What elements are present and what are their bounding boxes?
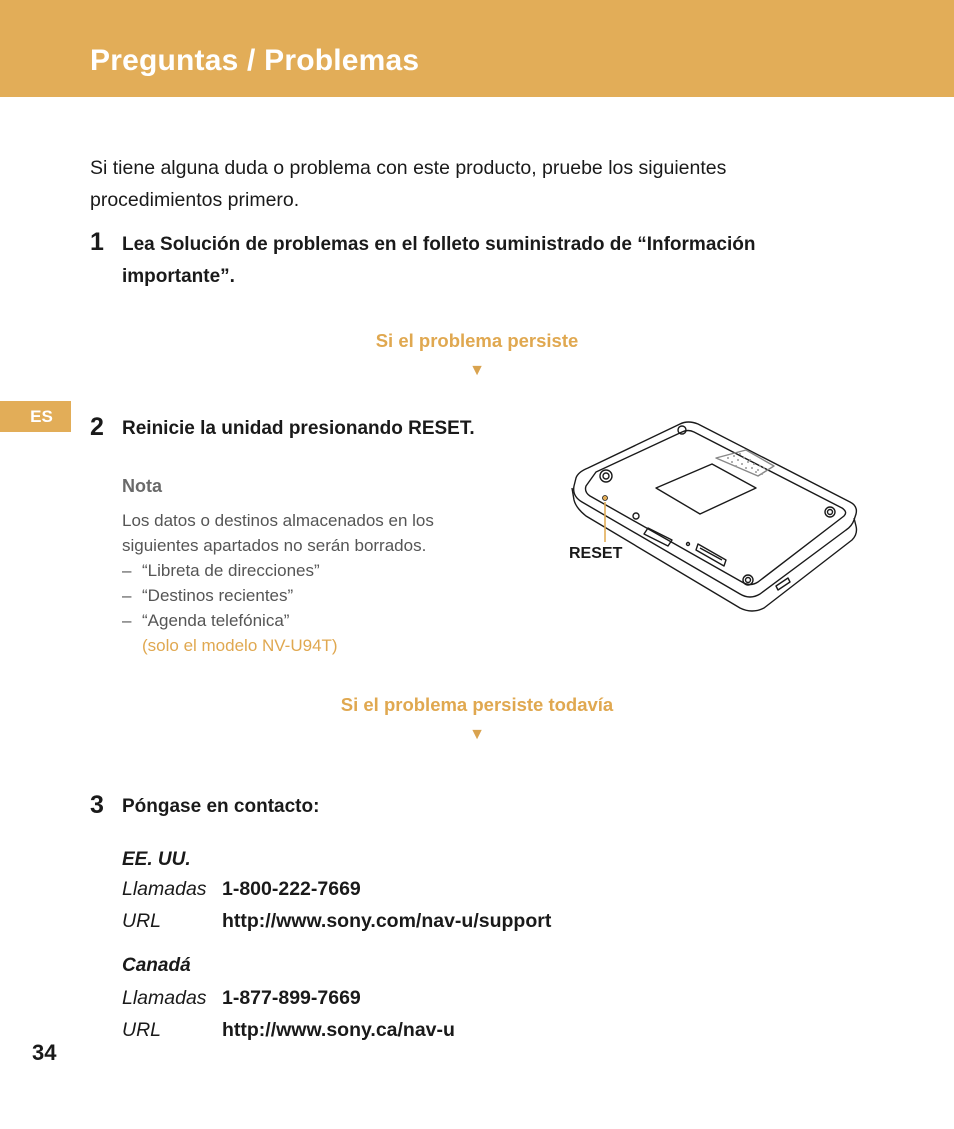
reset-label: RESET [569, 545, 623, 562]
url-canada-link[interactable]: http://www.sony.ca/nav-u [222, 1019, 455, 1041]
step-2-text: Reinicie la unidad presionando RESET. [122, 418, 475, 439]
step-2-number: 2 [90, 413, 104, 441]
page-number: 34 [32, 1040, 57, 1065]
down-arrow-icon: ▼ [469, 362, 485, 379]
step-1-text: Lea Solución de problemas en el folleto suministrado de “Información importante”. [122, 234, 756, 287]
step-1-number: 1 [90, 228, 104, 256]
list-item: – “Destinos recientes” [122, 586, 294, 605]
condition-persists-still: Si el problema persiste todavía [340, 694, 614, 715]
phone-usa: 1-800-222-7669 [222, 878, 361, 900]
calls-label: Llamadas [122, 987, 207, 1009]
model-note: (solo el modelo NV-U94T) [142, 636, 338, 655]
note-text: Los datos o destinos almacenados en los siguientes apartados no serán borrados. [122, 511, 434, 555]
url-usa-link[interactable]: http://www.sony.com/nav-u/support [222, 910, 552, 932]
down-arrow-icon: ▼ [469, 726, 485, 743]
note-body [122, 508, 502, 658]
note-list [122, 558, 502, 633]
url-label: URL [122, 910, 162, 932]
country-canada: Canadá [122, 955, 191, 976]
intro-paragraph: Si tiene alguna duda o problema con este producto, pruebe los siguientes procedimientos primero. [90, 157, 727, 211]
url-label: URL [122, 1019, 162, 1041]
country-usa: EE. UU. [122, 849, 191, 870]
reset-button [603, 496, 608, 501]
device-illustration [560, 416, 865, 616]
step-3-text: Póngase en contacto: [122, 796, 320, 817]
step-3-number: 3 [90, 791, 104, 819]
list-item: – “Libreta de direcciones” [122, 561, 320, 580]
calls-label: Llamadas [122, 878, 207, 900]
note-heading: Nota [122, 476, 162, 496]
language-tab-label: ES [30, 407, 53, 426]
condition-persists: Si el problema persiste [375, 330, 579, 351]
phone-canada: 1-877-899-7669 [222, 987, 361, 1009]
page-title: Preguntas / Problemas [90, 44, 420, 77]
language-tab [0, 401, 71, 432]
header-band [0, 0, 954, 97]
list-item: – “Agenda telefónica” [122, 611, 290, 630]
